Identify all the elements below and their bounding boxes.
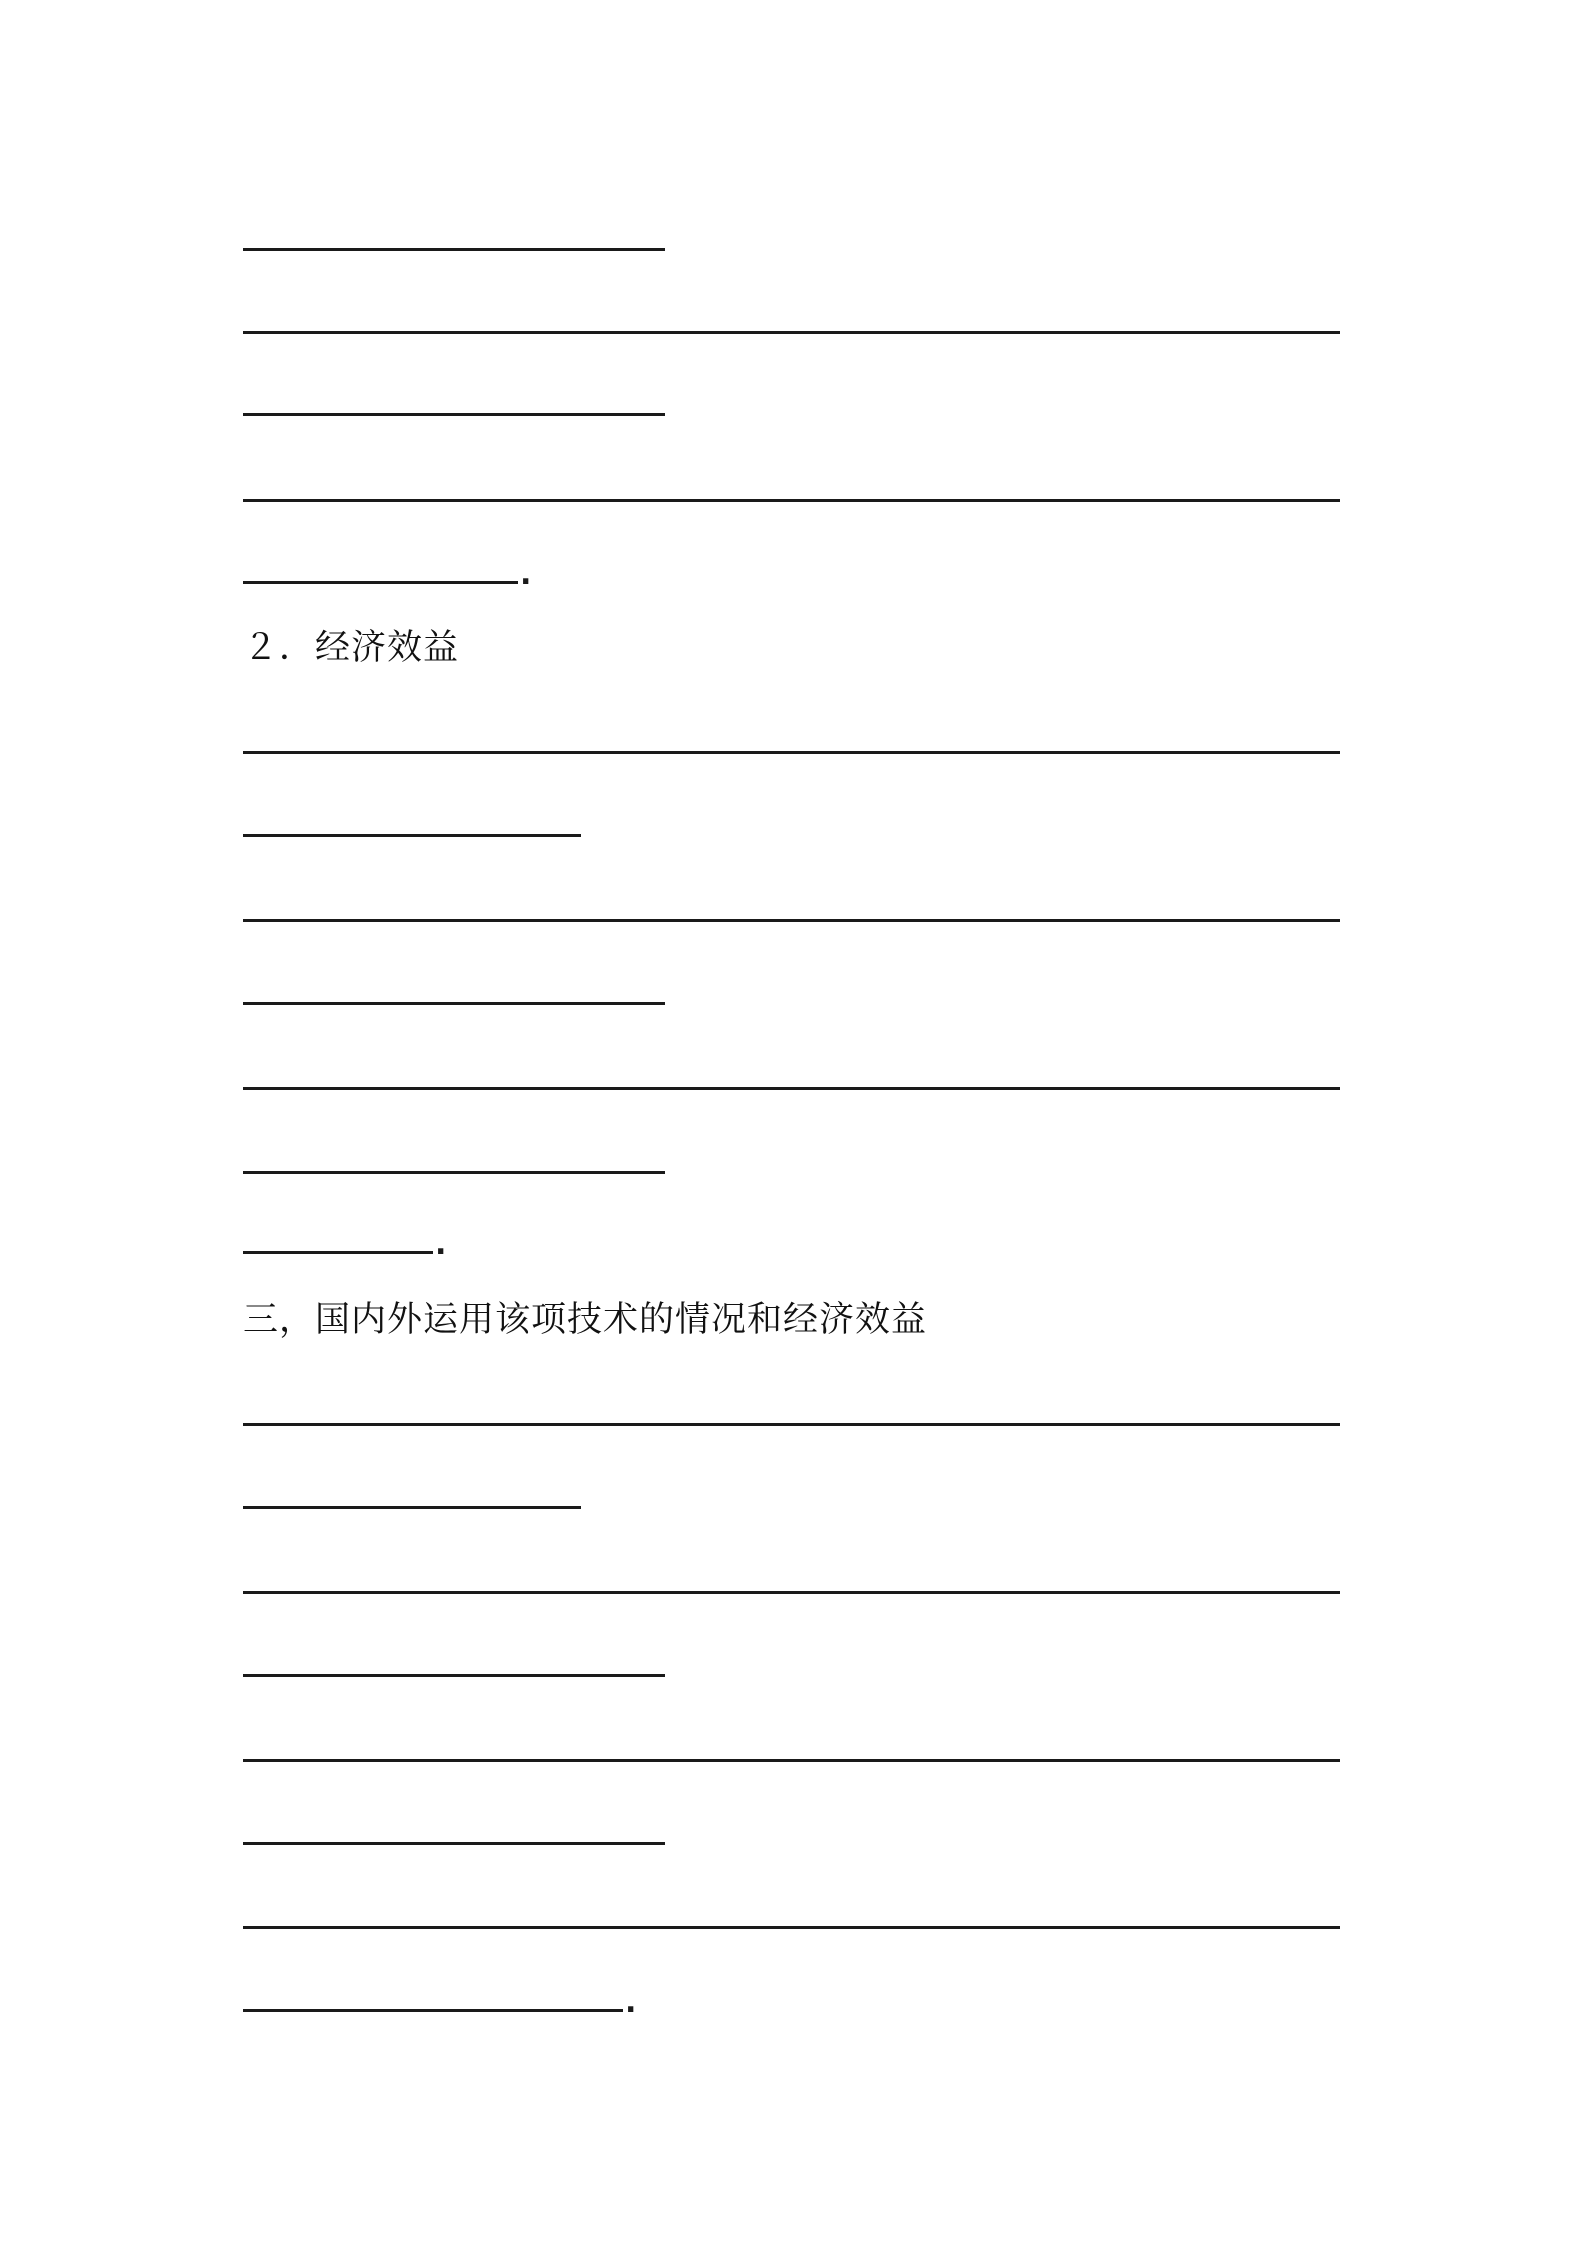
line-end-period: . (625, 1985, 637, 2020)
fill-in-line[interactable] (243, 412, 665, 416)
fill-in-line[interactable] (243, 498, 1340, 502)
fill-in-line[interactable] (243, 1925, 1340, 1929)
fill-in-line[interactable] (243, 1841, 665, 1845)
section-3-heading: 三，国内外运用该项技术的情况和经济效益 (243, 1300, 928, 1340)
fill-in-line[interactable] (243, 247, 665, 251)
fill-in-line[interactable] (243, 1422, 1340, 1426)
fill-in-line[interactable] (243, 750, 1340, 754)
fill-in-line[interactable] (243, 1086, 1340, 1090)
fill-in-line[interactable] (243, 1250, 433, 1254)
fill-in-line[interactable] (243, 1673, 665, 1677)
fill-in-line[interactable] (243, 918, 1340, 922)
fill-in-line[interactable] (243, 2008, 623, 2012)
fill-in-line[interactable] (243, 1170, 665, 1174)
fill-in-line[interactable] (243, 580, 518, 584)
fill-in-line[interactable] (243, 1590, 1340, 1594)
fill-in-line[interactable] (243, 1001, 665, 1005)
section-2-heading: ２．经济效益 (243, 628, 460, 668)
line-end-period: . (435, 1227, 447, 1262)
fill-in-line[interactable] (243, 833, 581, 837)
fill-in-line[interactable] (243, 1758, 1340, 1762)
fill-in-line[interactable] (243, 1505, 581, 1509)
line-end-period: . (520, 557, 532, 592)
fill-in-line[interactable] (243, 330, 1340, 334)
